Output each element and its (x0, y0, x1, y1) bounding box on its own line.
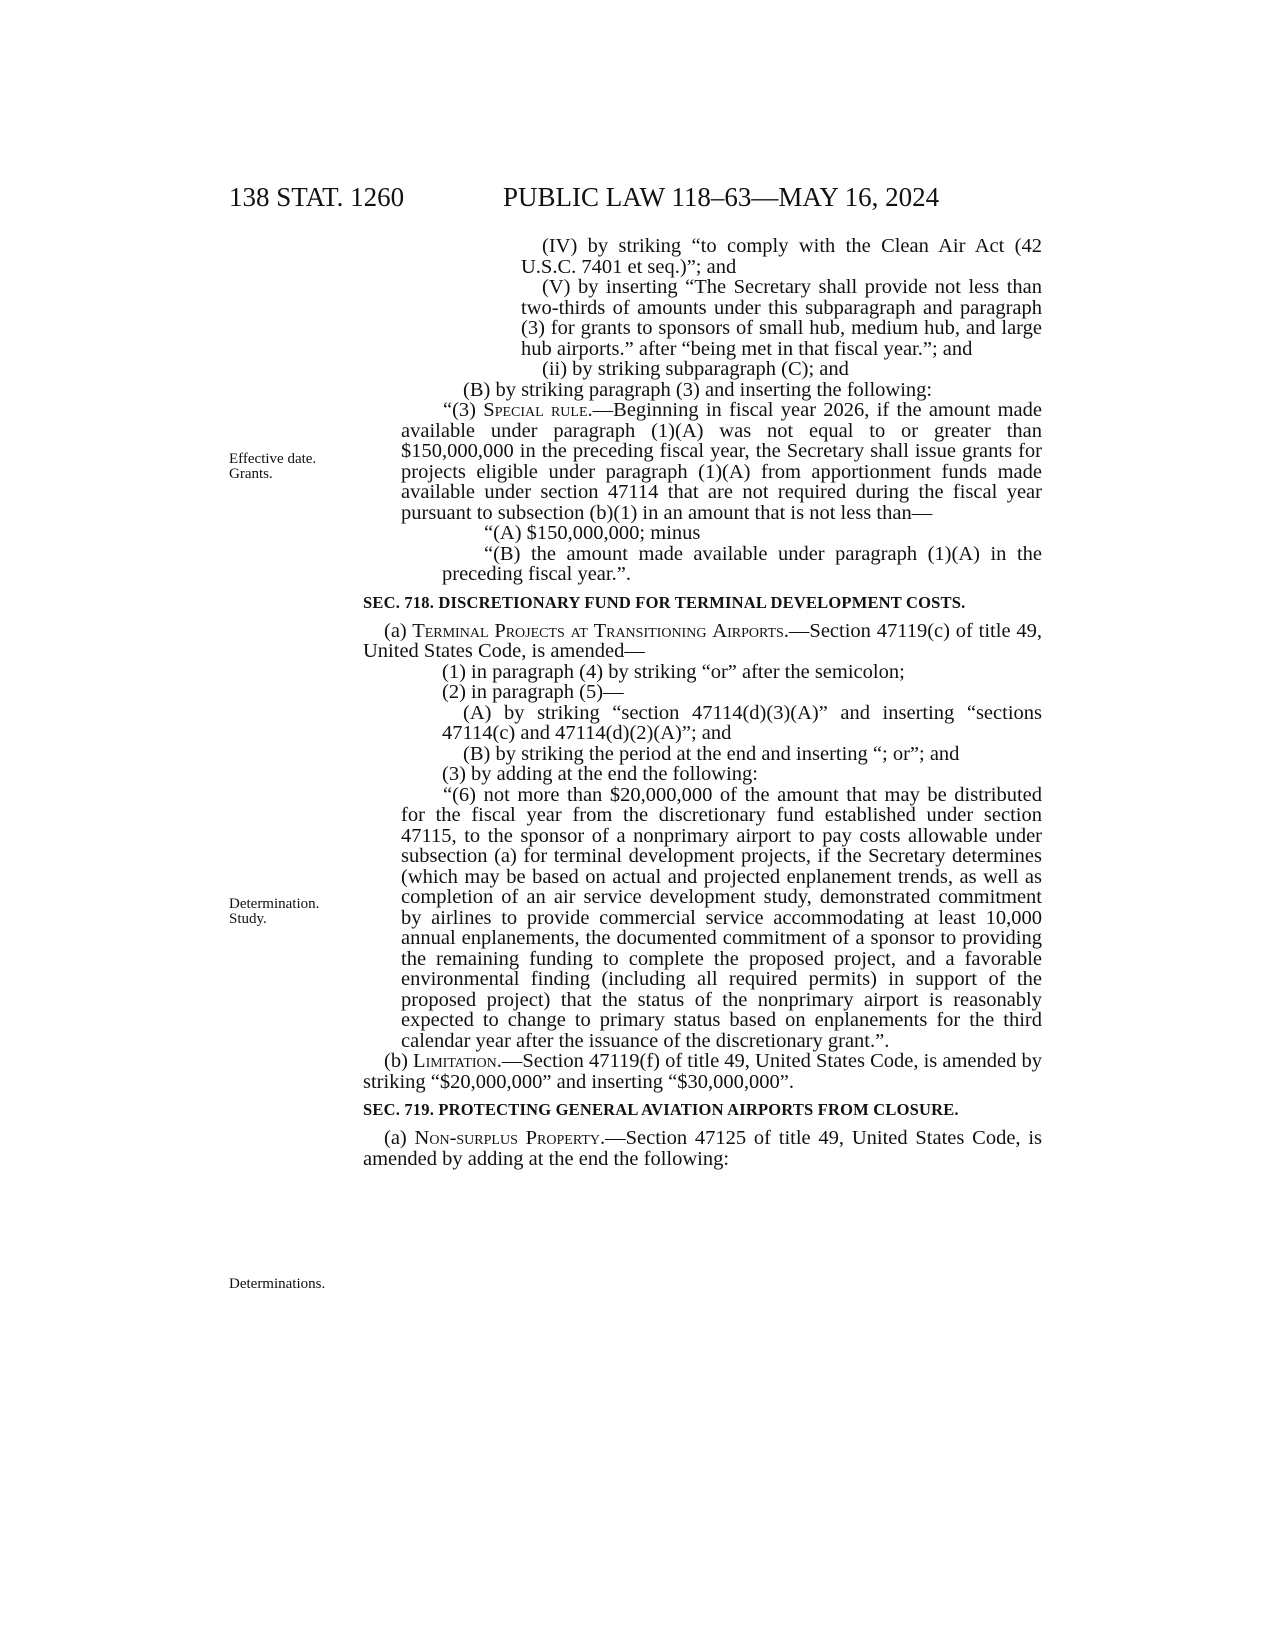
subsection-a-719-heading-2: roperty (537, 1127, 600, 1149)
item-b: “(B) the amount made available under paragraph (1)(A) in the preceding fiscal year.”. (442, 542, 1042, 585)
subsection-a-heading-2: rojects at (505, 619, 594, 642)
clause-ii: (ii) by striking subparagraph (C); and (542, 358, 849, 380)
subsection-a-text: .—Section 47119(c) of title 49, United States Code, is amended— (363, 619, 1042, 662)
margin-note-determinations: Determinations. (229, 1276, 326, 1292)
list-item-3: (3) by adding at the end the following: (442, 763, 758, 785)
subsection-b-718 (363, 1051, 1042, 1092)
special-rule-paragraph (401, 400, 1042, 523)
clause-iv: (IV) by striking “to comply with the Clean Air Act (42 U.S.C. 7401 et seq.)”; and (521, 235, 1042, 278)
subsection-b-lead: (b) L (384, 1050, 426, 1072)
subsection-a-719-lead: (a) N (384, 1127, 430, 1149)
margin-note-grants: Grants. (229, 466, 273, 482)
margin-note-study: Study. (229, 911, 267, 927)
subsection-a-heading-1: erminal (424, 619, 495, 642)
item-a: “(A) $150,000,000; minus (484, 522, 701, 544)
list-item-1: (1) in paragraph (4) by striking “or” after the semicolon; (442, 660, 905, 683)
list-item-2: (2) in paragraph (5)— (442, 681, 624, 703)
subsection-a-719-heading-1: on-surplus (429, 1127, 526, 1149)
subsection-b-text: .—Section 47119(f) of title 49, United States Code, is amended by striking “$20,000,000” and inserting “$30,000,000”. (363, 1050, 1043, 1093)
special-rule-lead: “(3) S (443, 399, 495, 421)
subsection-a-lead: (a) T (384, 619, 425, 642)
subsection-a-heading-cap-p: P (494, 619, 506, 642)
list-item-2b: (B) by striking the period at the end and inserting “; or”; and (463, 742, 960, 765)
subsection-a-heading-3: ransitioning (606, 619, 713, 642)
special-rule-heading: pecial rule (494, 399, 588, 421)
subsection-a-719-heading-cap-p: P (525, 1127, 538, 1149)
special-rule-text: .—Beginning in fiscal year 2026, if the amount made available under paragraph (1)(A) was not equal to or greater than $150,000,000 in the preceding fiscal year, the Secretary shall issue grants for projects eligible under paragraph (1)(A) from apportionment funds made available under section 47114 that are not required during the fiscal year pursuant to subsection (b)(1) in an amount that is not less than— (401, 399, 1042, 524)
subsection-a-heading-cap-a: A (712, 619, 728, 642)
paragraph-6: “(6) not more than $20,000,000 of the amount that may be distributed for the fiscal year from the discretionary fund established under section 47115, to the sponsor of a nonprimary airport to pay costs allowable under subsection (a) for terminal development projects, if the Secretary determines (which may be based on actual and projected enplanement trends, as well as completion of an air service development study, demonstrated commitment by airlines to provide commercial service accommodating at least 10,000 annual enplanements, the documented commitment of a sponsor to providing the remaining funding to complete the proposed project, and a favorable environmental finding (including all required permits) in support of the proposed project) that the status of the nonprimary airport is reasonably expected to change to primary status based on enplanements for the third calendar year after the issuance of the discretionary grant.”. (401, 783, 1042, 1052)
subsection-a-719 (363, 1128, 1042, 1169)
subsection-a-718 (363, 621, 1042, 662)
body-text (363, 235, 1043, 1170)
list-item-2a: (A) by striking “section 47114(d)(3)(A)” and inserting “sections 47114(c) and 47114(d)(2)(A)”; and (442, 701, 1042, 744)
subsection-a-heading-cap-t: T (593, 619, 607, 642)
page-reference: 138 STAT. 1260 (229, 182, 405, 212)
subparagraph-b: (B) by striking paragraph (3) and inserting the following: (463, 378, 933, 401)
clause-v: (V) by inserting “The Secretary shall provide not less than two-thirds of amounts under this subparagraph and paragraph (3) for grants to sponsors of small hub, medium hub, and large hub airports.” after “being met in that fiscal year.”; and (521, 276, 1042, 360)
subsection-a-719-text: .—Section 47125 of title 49, United States Code, is amended by adding at the end the following: (363, 1127, 1042, 1170)
section-719-heading: SEC. 719. PROTECTING GENERAL AVIATION AIRPORTS FROM CLOSURE. (363, 1100, 959, 1119)
subsection-b-heading: imitation (425, 1050, 497, 1072)
section-718-heading: SEC. 718. DISCRETIONARY FUND FOR TERMINAL DEVELOPMENT COSTS. (363, 592, 966, 612)
margin-note-determination: Determination. (229, 896, 320, 912)
running-title: PUBLIC LAW 118–63—MAY 16, 2024 (503, 182, 940, 212)
margin-note-effective-date: Effective date. (229, 451, 317, 467)
subsection-a-heading-4: irports (727, 619, 784, 642)
